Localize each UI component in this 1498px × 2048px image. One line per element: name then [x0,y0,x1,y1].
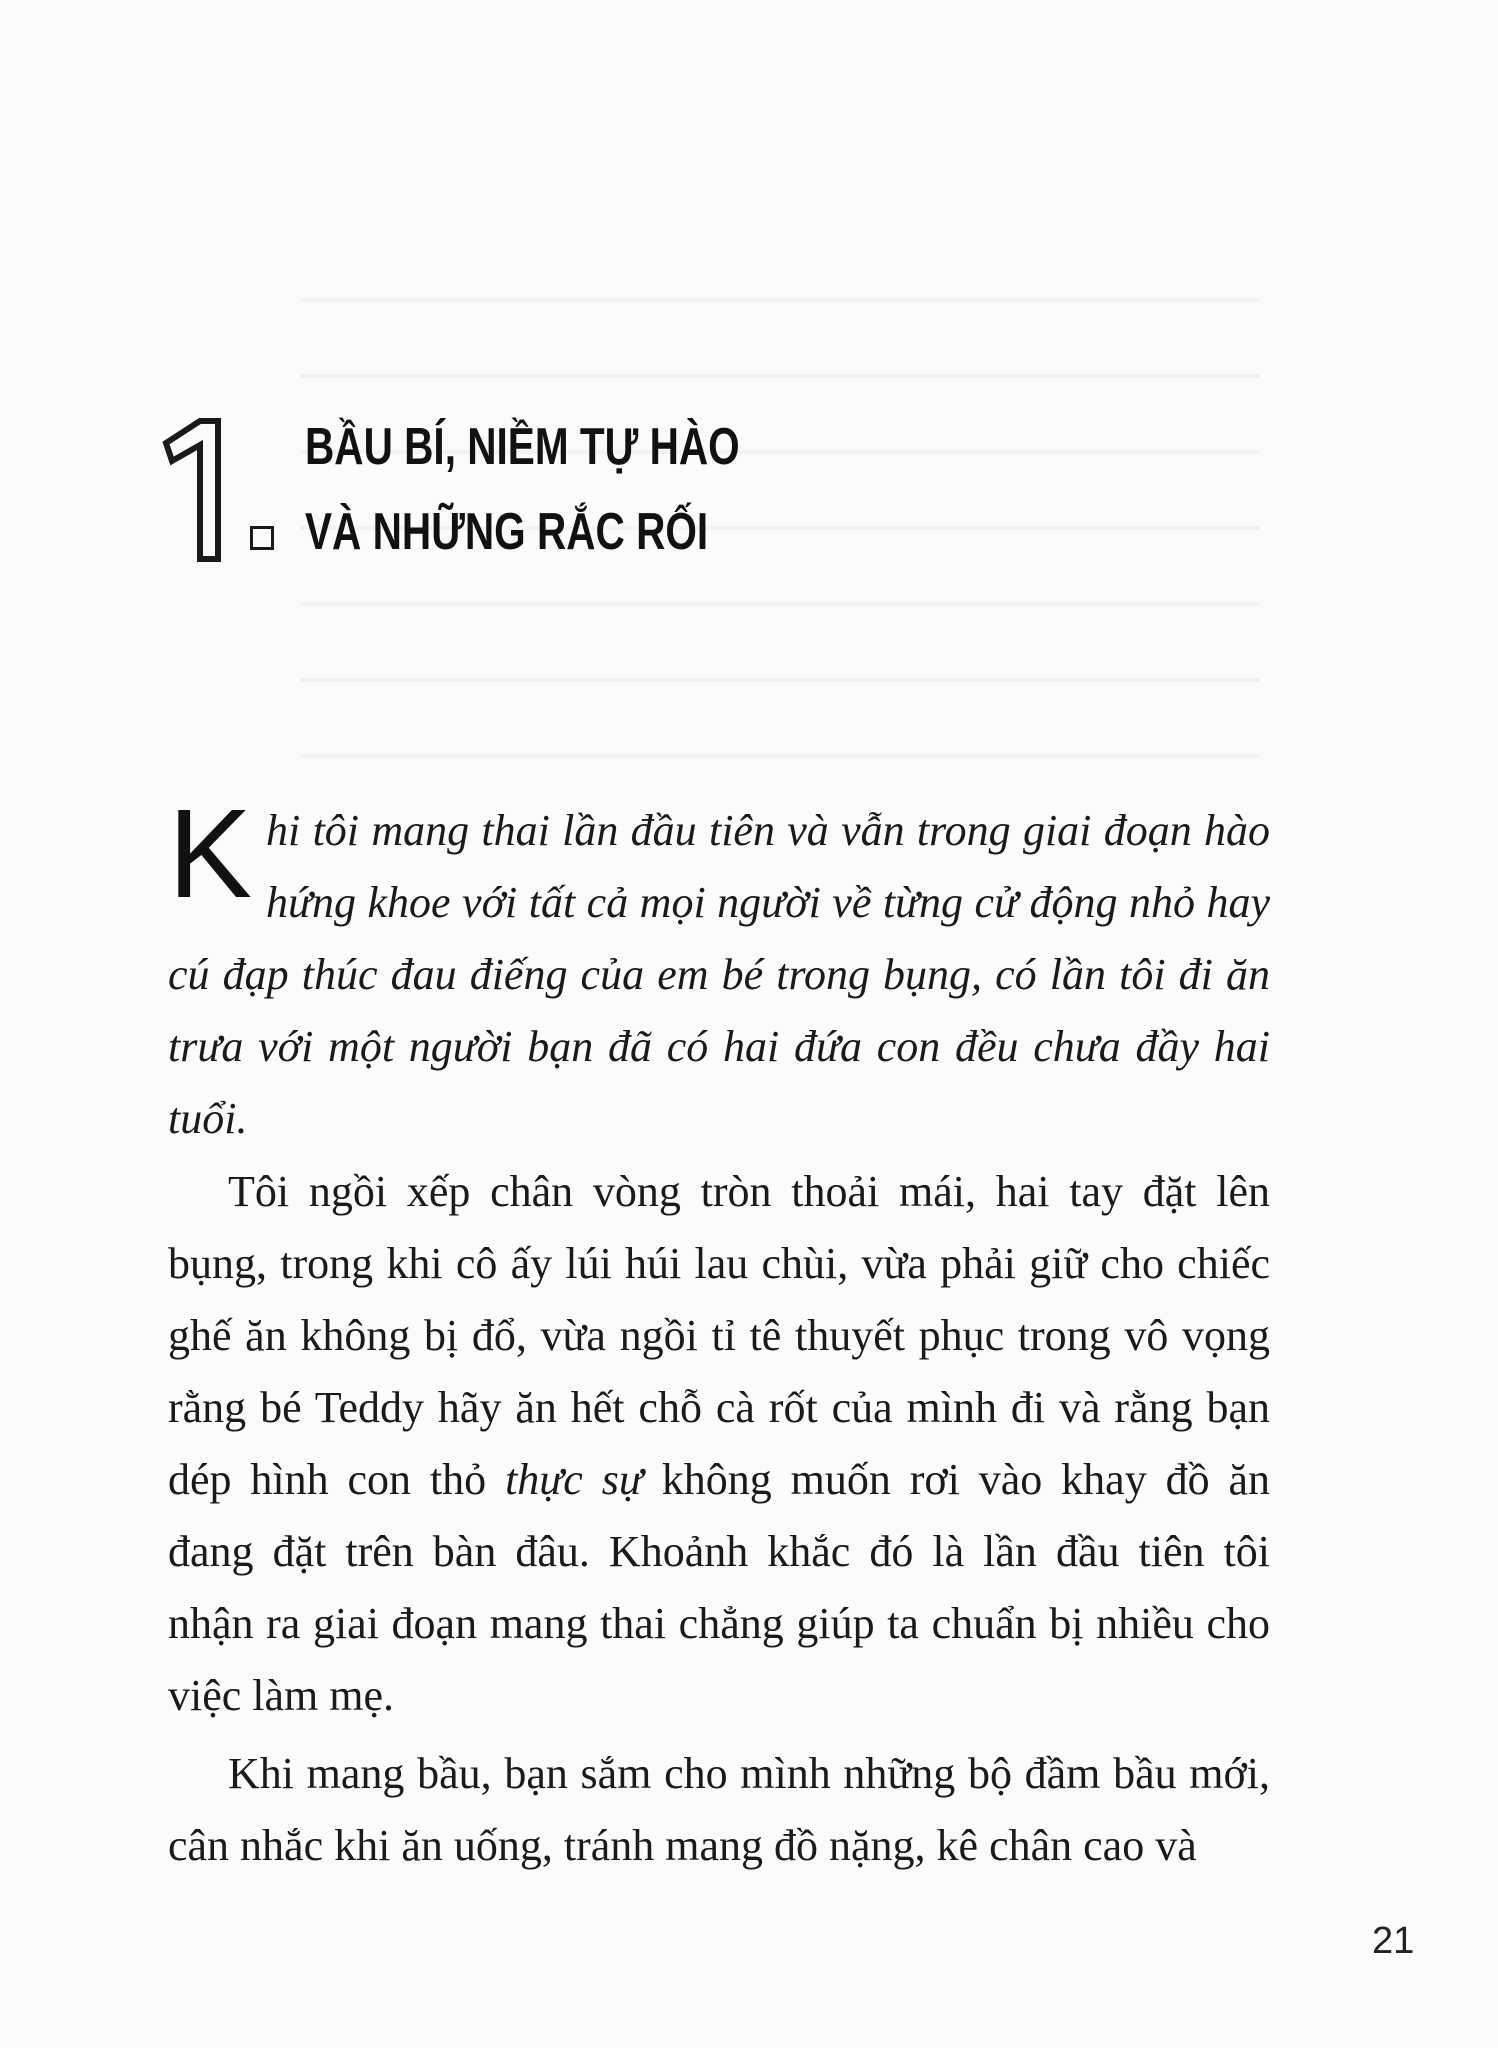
page-number: 21 [1372,1920,1415,1962]
paragraph-1-emphasis: thực sự [505,1455,643,1504]
chapter-title-line-2: VÀ NHỮNG RẮC RỐI [305,503,709,561]
paragraph-1-text-b: không muốn rơi vào khay đồ ăn đang đặt trên bàn đâu. Khoảnh khắc đó là lần đầu tiên tôi nhận ra giai đoạn mang thai chẳng giúp ta chuẩn bị nhiều cho việc làm mẹ. [168,1455,1270,1720]
chapter-title [305,405,851,575]
body-paragraph-2: Khi mang bầu, bạn sắm cho mình những bộ đầm bầu mới, cân nhắc khi ăn uống, tránh mang đồ nặng, kê chân cao và [168,1749,1270,1870]
drop-cap: K [168,783,253,924]
intro-text: hi tôi mang thai lần đầu tiên và vẫn trong giai đoạn hào hứng khoe với tất cả mọi người về từng cử động nhỏ hay cú đạp thúc đau điếng của em bé trong bụng, có lần tôi đi ăn trưa với một người bạn đã có hai đứa con đều chưa đầy hai tuổi. [168,806,1270,1143]
intro-paragraph [168,783,1270,1155]
chapter-number-glyph [160,415,250,565]
chapter-square-icon [250,526,274,550]
chapter-title-line-1: BẦU BÍ, NIỀM TỰ HÀO [305,418,740,476]
chapter-number [160,415,250,565]
paragraph-1-text-a: Tôi ngồi xếp chân vòng tròn thoải mái, hai tay đặt lên bụng, trong khi cô ấy lúi húi lau chùi, vừa phải giữ cho chiếc ghế ăn không bị đổ, vừa ngồi tỉ tê thuyết phục trong vô vọng rằng bé Teddy hãy ăn hết chỗ cà rốt của mình đi và rằng bạn dép hình con thỏ [168,1167,1270,1504]
body-paragraph-1 [168,1156,1270,1732]
